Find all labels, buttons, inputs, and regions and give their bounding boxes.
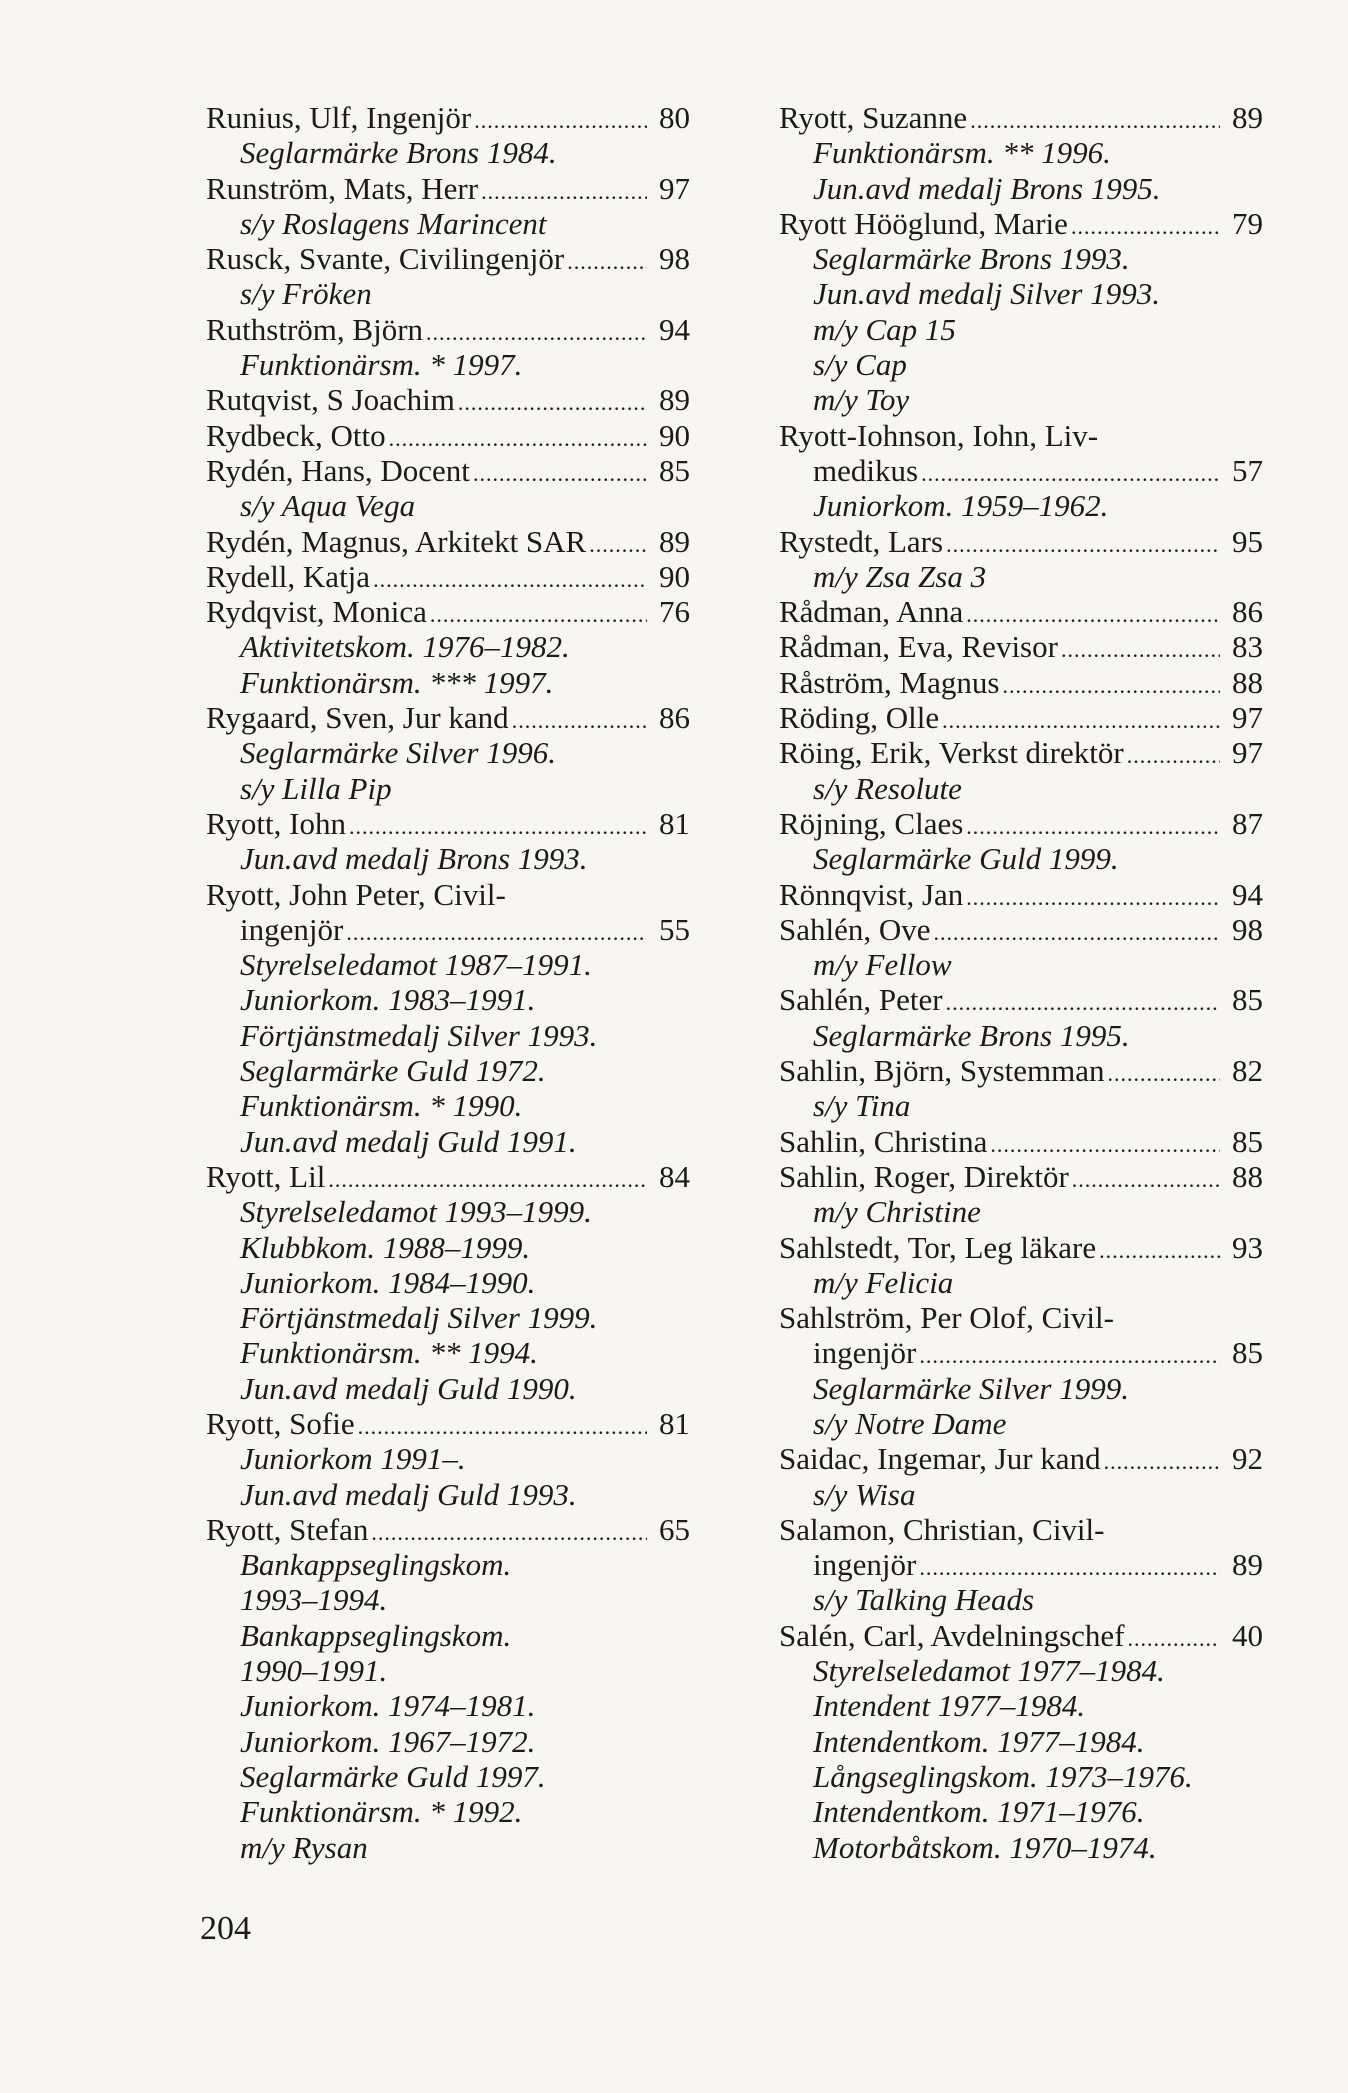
dot-leader [1128,1621,1220,1653]
entry-note: Bankappseglingskom. [240,1547,512,1583]
dot-leader [1127,738,1220,770]
entry-page-number: 97 [659,170,690,206]
entry-name-line: Sahlström, Per Olof, Civil- [779,1300,1114,1336]
index-entry [206,171,690,206]
entry-name: Salén, Carl, Avdelningschef [779,1617,1125,1653]
index-entry [779,912,1263,947]
entry-note: m/y Zsa Zsa 3 [813,558,987,594]
entry-name: Sahlén, Peter [779,982,943,1018]
entry-page-number: 80 [659,100,690,135]
entry-name: Rådman, Eva, Revisor [779,629,1058,665]
entry-page-number: 57 [1232,452,1263,488]
dot-leader [458,385,647,417]
entry-note: Styrelseledamot 1977–1984. [813,1653,1165,1689]
entry-note: Förtjänstmedalj Silver 1993. [240,1017,598,1053]
index-entry [779,1547,1263,1582]
entry-name: Rydqvist, Monica [206,594,427,630]
entry-note: Funktionärsm. * 1992. [240,1794,523,1830]
entry-note: s/y Roslagens Marincent [240,205,547,241]
index-entry [206,594,690,629]
entry-note: Seglarmärke Guld 1999. [813,841,1119,877]
entry-note: Seglarmärke Brons 1993. [813,241,1130,277]
entry-page-number: 83 [1232,629,1263,665]
index-entry [206,524,690,559]
entry-note: Jun.avd medalj Brons 1995. [813,170,1161,206]
entry-name: medikus [813,452,919,488]
entry-name: Ruthström, Björn [206,311,424,347]
page-number: 204 [200,1910,251,1947]
entry-note: Funktionärsm. * 1997. [240,347,523,383]
dot-leader [346,915,647,947]
index-entry [779,700,1263,735]
index-entry [206,559,690,594]
entry-note: s/y Resolute [813,770,962,806]
dot-leader [474,103,647,135]
entry-name-line: Ryott-Iohnson, Iohn, Liv- [779,417,1099,453]
entry-note: Seglarmärke Brons 1984. [240,135,557,171]
entry-name: Ryott, Suzanne [779,100,968,135]
dot-leader [1061,632,1220,664]
index-entry [206,912,690,947]
dot-leader [946,985,1220,1017]
entry-note: Styrelseledamot 1993–1999. [240,1194,592,1230]
dot-leader [426,315,647,347]
entry-name: Rydén, Hans, Docent [206,452,470,488]
entry-name: ingenjör [813,1335,917,1371]
entry-note: Jun.avd medalj Brons 1993. [240,841,588,877]
index-entry [206,1406,690,1441]
entry-note: Bankappseglingskom. [240,1617,512,1653]
entry-page-number: 86 [1232,594,1263,630]
index-entry [779,1441,1263,1476]
entry-page-number: 79 [1232,205,1263,241]
dot-leader [349,809,647,841]
index-entry [779,1335,1263,1370]
entry-name: Sahlstedt, Tor, Leg läkare [779,1229,1097,1265]
dot-leader [1104,1444,1220,1476]
entry-note: Jun.avd medalj Guld 1990. [240,1370,577,1406]
entry-page-number: 89 [659,382,690,418]
dot-leader [389,421,647,453]
entry-name: Rydbeck, Otto [206,417,386,453]
dot-leader [358,1409,647,1441]
dot-leader [430,597,647,629]
dot-leader [919,1550,1220,1582]
entry-name: ingenjör [813,1547,917,1583]
entry-note: Juniorkom. 1984–1990. [240,1264,536,1300]
index-column-right [779,100,1263,1865]
index-entry [779,665,1263,700]
entry-page-number: 93 [1232,1229,1263,1265]
dot-leader [921,456,1220,488]
entry-note: Funktionärsm. ** 1996. [813,135,1111,171]
entry-name: Saidac, Ingemar, Jur kand [779,1441,1101,1477]
entry-note: s/y Fröken [240,276,372,312]
dot-leader [512,703,647,735]
entry-name: Sahlén, Ove [779,911,931,947]
entry-note: 1990–1991. [240,1653,388,1689]
entry-page-number: 97 [1232,735,1263,771]
index-entry [206,100,690,135]
entry-page-number: 89 [1232,100,1263,135]
entry-note: Juniorkom. 1974–1981. [240,1688,536,1724]
entry-note: Jun.avd medalj Silver 1993. [813,276,1160,312]
entry-name: ingenjör [240,911,344,947]
index-column-left [206,100,690,1865]
dot-leader [946,527,1220,559]
entry-note: Aktivitetskom. 1976–1982. [240,629,570,665]
entry-note: s/y Aqua Vega [240,488,416,524]
entry-page-number: 84 [659,1158,690,1194]
entry-name: Röding, Olle [779,700,940,736]
entry-name: Rutqvist, S Joachim [206,382,455,418]
entry-note: Seglarmärke Guld 1997. [240,1758,546,1794]
entry-note: Seglarmärke Silver 1996. [240,735,556,771]
entry-note: Klubbkom. 1988–1999. [240,1229,531,1265]
dot-leader [1108,1056,1221,1088]
entry-name: Rygaard, Sven, Jur kand [206,700,509,736]
index-entry [206,1512,690,1547]
dot-leader [1099,1233,1220,1265]
index-entry [779,1053,1263,1088]
entry-page-number: 89 [659,523,690,559]
dot-leader [1002,668,1220,700]
dot-leader [990,1127,1220,1159]
dot-leader [328,1162,647,1194]
entry-name: Ryott Hööglund, Marie [779,205,1068,241]
entry-page-number: 89 [1232,1547,1263,1583]
entry-note: s/y Tina [813,1088,911,1124]
index-entry [206,241,690,276]
index-entry [779,735,1263,770]
entry-name: Runström, Mats, Herr [206,170,479,206]
entry-name: Sahlin, Roger, Direktör [779,1158,1069,1194]
entry-page-number: 88 [1232,1158,1263,1194]
index-entry [206,806,690,841]
index-entry [779,982,1263,1017]
entry-page-number: 90 [659,558,690,594]
entry-note: Långseglingskom. 1973–1976. [813,1758,1193,1794]
entry-name-line: Salamon, Christian, Civil- [779,1511,1105,1547]
entry-name: Röing, Erik, Verkst direktör [779,735,1124,771]
entry-page-number: 90 [659,417,690,453]
index-entry [779,100,1263,135]
entry-page-number: 98 [1232,911,1263,947]
entry-note: Seglarmärke Guld 1972. [240,1053,546,1089]
entry-page-number: 97 [1232,700,1263,736]
index-entry [779,594,1263,629]
dot-leader [371,1515,647,1547]
entry-page-number: 94 [1232,876,1263,912]
index-entry [779,629,1263,664]
entry-page-number: 87 [1232,805,1263,841]
entry-note: Intendent 1977–1984. [813,1688,1086,1724]
entry-note: m/y Fellow [813,947,952,983]
entry-note: Seglarmärke Brons 1995. [813,1017,1130,1053]
entry-note: m/y Christine [813,1194,981,1230]
entry-name: Råström, Magnus [779,664,1000,700]
entry-name: Rystedt, Lars [779,523,944,559]
entry-note: Juniorkom. 1959–1962. [813,488,1109,524]
entry-name: Ryott, Lil [206,1158,326,1194]
entry-note: Juniorkom. 1983–1991. [240,982,536,1018]
index-entry [779,1124,1263,1159]
entry-note: Juniorkom. 1967–1972. [240,1723,536,1759]
entry-note: Funktionärsm. *** 1997. [240,664,554,700]
dot-leader [481,174,647,206]
entry-note: m/y Rysan [240,1829,368,1865]
entry-page-number: 81 [659,1405,690,1441]
index-entry [206,312,690,347]
entry-note: s/y Cap [813,347,907,383]
entry-name: Ryott, Iohn [206,805,346,841]
entry-name: Ryott, Stefan [206,1511,369,1547]
entry-name: Rydén, Magnus, Arkitekt SAR [206,523,587,559]
entry-page-number: 55 [659,911,690,947]
entry-page-number: 92 [1232,1441,1263,1477]
index-entry [779,1618,1263,1653]
entry-note: Styrelseledamot 1987–1991. [240,947,592,983]
dot-leader [919,1338,1220,1370]
entry-name: Rönnqvist, Jan [779,876,964,912]
entry-page-number: 95 [1232,523,1263,559]
entry-name: Röjning, Claes [779,805,964,841]
index-entry [779,524,1263,559]
dot-leader [473,456,647,488]
entry-name-line: Ryott, John Peter, Civil- [206,876,506,912]
entry-page-number: 94 [659,311,690,347]
dot-leader [567,244,647,276]
entry-name: Rusck, Svante, Civilingenjör [206,241,565,277]
entry-note: Funktionärsm. ** 1994. [240,1335,538,1371]
dot-leader [966,880,1220,912]
entry-note: Funktionärsm. * 1990. [240,1088,523,1124]
index-entry [779,1230,1263,1265]
entry-note: s/y Notre Dame [813,1405,1007,1441]
entry-note: Intendentkom. 1977–1984. [813,1723,1145,1759]
entry-name: Ryott, Sofie [206,1405,355,1441]
entry-name: Rydell, Katja [206,558,371,594]
entry-note: m/y Felicia [813,1264,954,1300]
dot-leader [966,597,1220,629]
entry-page-number: 85 [1232,1335,1263,1371]
dot-leader [966,809,1220,841]
entry-note: Förtjänstmedalj Silver 1999. [240,1300,598,1336]
dot-leader [373,562,647,594]
entry-note: Motorbåtskom. 1970–1974. [813,1829,1157,1865]
entry-page-number: 85 [1232,1123,1263,1159]
index-entry [779,453,1263,488]
entry-name: Sahlin, Christina [779,1123,988,1159]
entry-name: Runius, Ulf, Ingenjör [206,100,472,135]
entry-note: m/y Toy [813,382,910,418]
index-entry [206,453,690,488]
entry-note: Seglarmärke Silver 1999. [813,1370,1129,1406]
entry-page-number: 81 [659,805,690,841]
index-entry [779,806,1263,841]
entry-note: s/y Wisa [813,1476,916,1512]
index-entry [206,700,690,735]
entry-note: s/y Talking Heads [813,1582,1035,1618]
entry-page-number: 65 [659,1511,690,1547]
dot-leader [1071,209,1220,241]
entry-note: Jun.avd medalj Guld 1991. [240,1123,577,1159]
entry-page-number: 98 [659,241,690,277]
index-entry [206,382,690,417]
index-entry [206,1159,690,1194]
dot-leader [589,527,647,559]
index-entry [779,1159,1263,1194]
entry-page-number: 82 [1232,1053,1263,1089]
entry-name: Sahlin, Björn, Systemman [779,1053,1105,1089]
entry-page-number: 76 [659,594,690,630]
entry-page-number: 85 [659,452,690,488]
entry-note: Juniorkom 1991–. [240,1441,466,1477]
entry-note: m/y Cap 15 [813,311,956,347]
dot-leader [1072,1162,1220,1194]
index-entry [779,206,1263,241]
dot-leader [970,103,1220,135]
dot-leader [942,703,1220,735]
index-entry [779,877,1263,912]
entry-name: Rådman, Anna [779,594,964,630]
entry-page-number: 88 [1232,664,1263,700]
entry-note: Jun.avd medalj Guld 1993. [240,1476,577,1512]
entry-page-number: 85 [1232,982,1263,1018]
entry-page-number: 86 [659,700,690,736]
entry-note: Intendentkom. 1971–1976. [813,1794,1145,1830]
dot-leader [934,915,1220,947]
entry-page-number: 40 [1232,1617,1263,1653]
entry-note: s/y Lilla Pip [240,770,392,806]
entry-note: 1993–1994. [240,1582,388,1618]
index-entry [206,418,690,453]
